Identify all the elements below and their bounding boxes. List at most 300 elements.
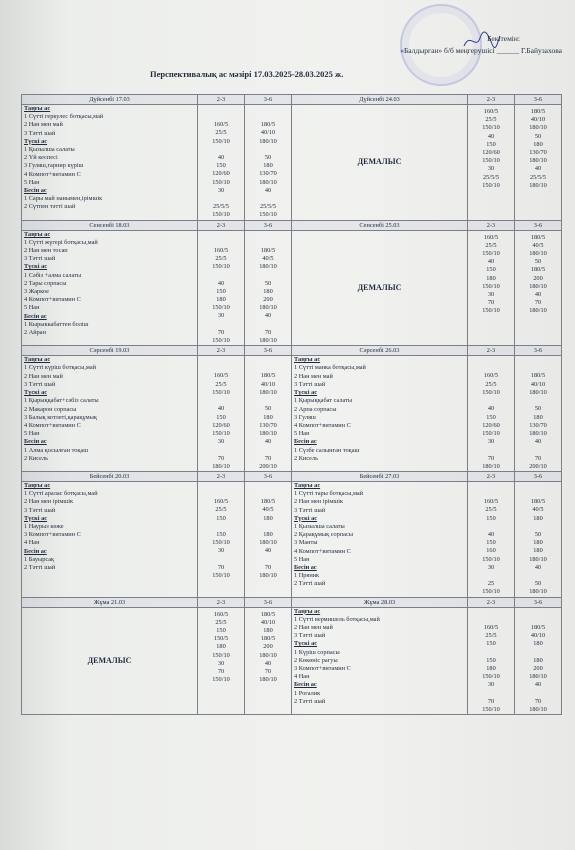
portion-value: 160	[486, 547, 496, 555]
portion-value: 40/10	[530, 380, 546, 388]
portion-value	[200, 195, 242, 203]
portion-value: 180	[533, 539, 543, 547]
portion-value: 180/10	[529, 181, 547, 189]
portion-2-3	[198, 481, 245, 597]
portion-2-3	[468, 607, 515, 714]
portion-3-6	[515, 230, 562, 346]
portion-value: 180	[486, 274, 496, 282]
day-menu-row	[22, 230, 562, 346]
portion-value	[200, 397, 242, 405]
meal-heading: Бесін ас	[24, 547, 47, 555]
meal-heading: Түскі ас	[294, 640, 318, 648]
portion-value: 180/10	[259, 676, 277, 684]
portion-value: 40/10	[260, 129, 276, 137]
age-col-header: 3-6	[515, 597, 562, 607]
portion-value: 50	[534, 405, 542, 413]
portion-value: 25/5	[215, 506, 227, 514]
portion-value: 150/10	[482, 181, 500, 189]
portion-value: 40	[264, 659, 272, 667]
portion-value: 120/60	[212, 170, 230, 178]
portion-value: 40	[487, 405, 495, 413]
portion-value: 30	[487, 681, 495, 689]
dish-name: 3 Манты	[294, 539, 318, 547]
dish-name: 2 Кисель	[294, 454, 318, 462]
portion-value	[470, 648, 512, 656]
portion-value: 150	[216, 626, 226, 634]
day-off-cell: ДЕМАЛЫС	[22, 607, 198, 714]
portion-3-6	[245, 607, 292, 714]
portion-value: 180/5	[260, 610, 276, 618]
dish-name: 3 Тәтті шай	[24, 380, 56, 388]
dish-name: 5 Нан	[24, 304, 40, 312]
portion-value	[247, 271, 289, 279]
dish-list	[292, 481, 468, 597]
portion-value: 150/10	[482, 672, 500, 680]
portion-value: 70	[534, 299, 542, 307]
portion-value: 180/10	[259, 137, 277, 145]
portion-value: 200/10	[529, 462, 547, 470]
portion-value: 180/10	[259, 178, 277, 186]
portion-value	[247, 321, 289, 329]
portion-value: 150/10	[482, 705, 500, 713]
portion-value: 180	[533, 640, 543, 648]
portion-value	[200, 364, 242, 372]
meal-heading: Түскі ас	[294, 514, 318, 522]
portion-value: 30	[217, 438, 225, 446]
portion-value	[200, 271, 242, 279]
dish-list	[22, 230, 198, 346]
portion-value: 180/10	[529, 388, 547, 396]
portion-value: 50	[534, 580, 542, 588]
portion-value: 180/10	[529, 588, 547, 596]
day-title: Бейсенбі 20.03	[22, 471, 198, 481]
portion-value	[470, 572, 512, 580]
portion-value: 180/5	[260, 498, 276, 506]
dish-name: 2 Сүтпен тәтті шай	[24, 203, 76, 211]
portion-2-3	[198, 230, 245, 346]
day-title: Сенсенбі 25.03	[292, 220, 468, 230]
dish-name: 1 Қызылша салаты	[24, 146, 75, 154]
portion-value: 120/60	[482, 149, 500, 157]
meal-heading: Бесін ас	[24, 187, 47, 195]
portion-value: 40	[487, 132, 495, 140]
meal-heading: Таңғы ас	[294, 481, 321, 489]
dish-name: 1 Сүтті жүгері ботқасы,май	[24, 238, 98, 246]
portion-value: 180/10	[259, 304, 277, 312]
age-col-header: 3-6	[245, 220, 292, 230]
portion-value: 40/10	[530, 631, 546, 639]
dish-name: 4 Компот+витамин С	[24, 421, 81, 429]
day-header-row	[22, 471, 562, 481]
portion-value: 150/10	[212, 651, 230, 659]
portion-value: 150	[216, 287, 226, 295]
portion-value: 150	[486, 266, 496, 274]
portion-value: 150/10	[482, 124, 500, 132]
portion-value: 30	[217, 659, 225, 667]
portion-value: 200	[533, 664, 543, 672]
portion-value: 120/60	[212, 421, 230, 429]
portion-3-6	[245, 230, 292, 346]
portion-value: 50	[264, 154, 272, 162]
portion-value: 40	[534, 291, 542, 299]
portion-value: 30	[487, 165, 495, 173]
portion-value: 180	[533, 413, 543, 421]
portion-value	[470, 689, 512, 697]
age-col-header: 3-6	[515, 95, 562, 105]
portion-value: 30	[487, 438, 495, 446]
portion-value: 70	[217, 667, 225, 675]
portion-value: 180	[486, 664, 496, 672]
portion-value: 40/5	[532, 241, 544, 249]
dish-name: 5 Нан	[24, 178, 40, 186]
portion-value: 150/10	[212, 137, 230, 145]
portion-value: 180/10	[482, 462, 500, 470]
portion-value: 150/10	[482, 388, 500, 396]
portion-value: 180/10	[259, 388, 277, 396]
meal-heading: Түскі ас	[24, 263, 48, 271]
portion-value	[517, 446, 559, 454]
portion-value: 180/10	[212, 462, 230, 470]
dish-name: 1 Сәбіз +алма салаты	[24, 271, 82, 279]
portion-value: 150/10	[482, 157, 500, 165]
portion-value: 25/5	[485, 241, 497, 249]
day-off-cell: ДЕМАЛЫС	[292, 105, 468, 221]
portion-value: 180	[533, 656, 543, 664]
portion-value	[247, 397, 289, 405]
dish-name: 1 Сүтті тары ботқасы,май	[294, 490, 364, 498]
portion-value: 150	[486, 413, 496, 421]
portion-2-3	[468, 481, 515, 597]
portion-value: 150	[486, 640, 496, 648]
portion-value: 180/10	[259, 539, 277, 547]
portion-value: 50	[534, 530, 542, 538]
portion-value	[517, 490, 559, 498]
meal-heading: Бесін ас	[24, 438, 47, 446]
portion-value	[247, 556, 289, 564]
portion-value: 130/70	[259, 170, 277, 178]
dish-name: 1 Кырыккабаттен болiш	[24, 320, 89, 328]
portion-value: 40	[534, 438, 542, 446]
portion-3-6	[515, 481, 562, 597]
portion-value	[247, 239, 289, 247]
dish-name: 1 Қырыққабат салаты	[294, 397, 353, 405]
dish-name: 2 Тәтті шай	[294, 580, 326, 588]
day-menu-row	[22, 105, 562, 221]
day-title: Сәрсенбі 19.03	[22, 346, 198, 356]
dish-name: 2 Нан мен тосап	[24, 247, 68, 255]
portion-value: 70	[534, 697, 542, 705]
day-title: Жұма 21.03	[22, 597, 198, 607]
day-title: Сенсенбі 18.03	[22, 220, 198, 230]
approver-line: «Балдырган» б/б меңгерушісі ______ Г.Байузахова	[400, 46, 562, 55]
day-header-row	[22, 95, 562, 105]
meal-heading: Бесін ас	[294, 438, 317, 446]
dish-name: 1 Қызылша салаты	[294, 522, 345, 530]
portion-value: 70	[534, 454, 542, 462]
portion-value: 180/5	[260, 121, 276, 129]
age-col-header: 2-3	[198, 597, 245, 607]
age-col-header: 2-3	[468, 95, 515, 105]
portion-value: 40	[487, 530, 495, 538]
portion-value: 180/10	[529, 555, 547, 563]
dish-list	[22, 481, 198, 597]
dish-name: 2 Қарақұмық сорпасы	[294, 531, 353, 539]
portion-value: 150/10	[212, 304, 230, 312]
portion-value: 120/60	[482, 421, 500, 429]
age-col-header: 2-3	[198, 95, 245, 105]
day-menu-row	[22, 481, 562, 597]
portion-value	[200, 113, 242, 121]
portion-3-6	[245, 356, 292, 472]
portion-value: 180/10	[529, 282, 547, 290]
dish-name: 1 Бауырсақ	[24, 555, 55, 563]
portion-value: 40/5	[262, 255, 274, 263]
portion-value: 25/5/5	[482, 173, 500, 181]
portion-value	[517, 364, 559, 372]
dish-name: 5 Нан	[294, 555, 310, 563]
portion-value: 200	[263, 296, 273, 304]
portion-value: 70	[264, 328, 272, 336]
portion-value	[200, 556, 242, 564]
meal-heading: Бесін ас	[24, 312, 47, 320]
portion-value: 40/5	[532, 506, 544, 514]
portion-value: 160/5	[483, 623, 499, 631]
dish-name: 3 Гуляш,гарнир күріш	[24, 162, 84, 170]
dish-name: 2 Нан мен май	[24, 121, 63, 129]
portion-value	[200, 523, 242, 531]
day-menu-row	[22, 607, 562, 714]
portion-value	[247, 523, 289, 531]
dish-name: 1 Алма қосылған тоқаш	[24, 446, 89, 454]
dish-name: 4 Компот+витамин С	[24, 296, 81, 304]
dish-name: 4 Компот+витамин С	[294, 421, 351, 429]
portion-value	[470, 490, 512, 498]
portion-value: 150/10	[212, 571, 230, 579]
portion-value: 150	[486, 140, 496, 148]
portion-value: 40/10	[260, 618, 276, 626]
portion-value: 180	[263, 287, 273, 295]
day-menu-row	[22, 356, 562, 472]
portion-value: 25/5	[215, 380, 227, 388]
portion-value: 30	[217, 312, 225, 320]
portion-value: 50	[534, 258, 542, 266]
portion-value: 200/10	[259, 462, 277, 470]
portion-value: 40	[534, 563, 542, 571]
dish-name: 1 Сүтті геркулес ботқасы,май	[24, 113, 104, 121]
portion-value: 30	[487, 291, 495, 299]
day-title: Сәрсенбі 26.03	[292, 346, 468, 356]
portion-value: 180/10	[529, 157, 547, 165]
day-header-row	[22, 220, 562, 230]
page-title: Перспективалық ас мәзірі 17.03.2025-28.03.2025 ж.	[150, 69, 344, 79]
portion-value: 150/10	[482, 555, 500, 563]
portion-value: 150/10	[212, 211, 230, 219]
dish-name: 4 Компот+витамин С	[24, 170, 81, 178]
portion-value: 40	[217, 279, 225, 287]
portion-value: 180/5	[530, 372, 546, 380]
portion-value	[517, 523, 559, 531]
portion-value: 160/5	[483, 372, 499, 380]
age-col-header: 3-6	[515, 220, 562, 230]
dish-name: 2 Нан мен май	[294, 623, 333, 631]
dish-name: 3 Компот+витамин С	[24, 531, 81, 539]
day-header-row	[22, 346, 562, 356]
portion-value: 150	[216, 530, 226, 538]
portion-value: 180/10	[259, 429, 277, 437]
portion-value: 180	[263, 530, 273, 538]
portion-value: 160/5	[213, 246, 229, 254]
portion-value: 180/5	[530, 498, 546, 506]
dish-name: 3 Тәтті шай	[294, 506, 326, 514]
portion-value	[247, 446, 289, 454]
meal-heading: Түскі ас	[294, 389, 318, 397]
portion-value: 180	[263, 626, 273, 634]
portion-value	[470, 397, 512, 405]
portion-value: 150	[216, 514, 226, 522]
portion-value: 180/10	[529, 672, 547, 680]
portion-value	[517, 648, 559, 656]
portion-value	[517, 616, 559, 624]
portion-value: 160/5	[213, 121, 229, 129]
portion-value	[470, 616, 512, 624]
portion-value: 25/5	[485, 506, 497, 514]
dish-list	[22, 356, 198, 472]
portion-value: 150	[486, 656, 496, 664]
portion-value: 180/10	[259, 651, 277, 659]
portion-value: 25	[487, 580, 495, 588]
portion-value: 160/5	[483, 108, 499, 115]
dish-name: 2 Тәтті шай	[294, 697, 326, 705]
portion-value: 150/10	[482, 282, 500, 290]
dish-name: 4 Нан	[24, 539, 40, 547]
portion-value: 160/5	[483, 233, 499, 241]
dish-name: 1 Сүзбе салынған тоқаш	[294, 446, 360, 454]
portion-value: 25/5/5	[529, 173, 547, 181]
dish-name: 2 Нан мен май	[24, 372, 63, 380]
portion-value: 130/70	[529, 421, 547, 429]
dish-name: 1 Сары май нанымен,ірімшік	[24, 195, 103, 203]
portion-value: 25/5	[215, 618, 227, 626]
portion-value: 180/10	[529, 250, 547, 258]
portion-2-3	[468, 356, 515, 472]
dish-name: 3 Тәтті шай	[24, 129, 56, 137]
dish-name: 4 Компот+витамин С	[294, 547, 351, 555]
age-col-header: 2-3	[198, 220, 245, 230]
portion-value: 180/5	[530, 233, 546, 241]
age-col-header: 3-6	[515, 471, 562, 481]
portion-value: 180/10	[529, 124, 547, 132]
portion-2-3	[468, 230, 515, 346]
portion-2-3	[198, 105, 245, 221]
portion-value: 70	[487, 697, 495, 705]
portion-value: 180/5	[530, 108, 546, 115]
portion-value: 150/10	[259, 211, 277, 219]
portion-value: 40/10	[530, 116, 546, 124]
age-col-header: 2-3	[198, 346, 245, 356]
portion-value: 150/5	[213, 635, 229, 643]
portion-value: 25/5	[215, 255, 227, 263]
dish-name: 2 Айран	[24, 329, 46, 337]
portion-value	[470, 446, 512, 454]
dish-name: 3 Жаркое	[24, 288, 49, 296]
meal-heading: Таңғы ас	[294, 356, 321, 364]
portion-value: 70	[264, 667, 272, 675]
portion-value: 180/10	[529, 705, 547, 713]
approval-label: Бекітемін:	[487, 34, 520, 43]
portion-value: 25/5/5	[259, 203, 277, 211]
meal-heading: Таңғы ас	[24, 356, 51, 364]
portion-value: 180/10	[259, 337, 277, 345]
dish-name: 3 Тәтті шай	[294, 380, 326, 388]
portion-value: 160/5	[483, 498, 499, 506]
portion-value: 150/10	[212, 178, 230, 186]
portion-value	[200, 239, 242, 247]
dish-name: 5 Нан	[294, 430, 310, 438]
portion-value: 70	[217, 454, 225, 462]
portion-value: 150/10	[212, 676, 230, 684]
portion-value	[200, 490, 242, 498]
portion-value: 180/5	[260, 635, 276, 643]
portion-value: 40	[264, 186, 272, 194]
portion-value	[247, 195, 289, 203]
portion-value: 150	[486, 514, 496, 522]
portion-value: 160/5	[213, 498, 229, 506]
dish-list	[292, 607, 468, 714]
portion-value: 180/5	[260, 246, 276, 254]
dish-name: 1 Пряник	[294, 572, 320, 580]
dish-name: 1 Наурыз көже	[24, 522, 64, 530]
dish-name: 3 Тәтті шай	[294, 632, 326, 640]
portion-value: 130/70	[259, 421, 277, 429]
portion-value: 40	[264, 547, 272, 555]
portion-value: 200	[263, 643, 273, 651]
portion-value: 70	[217, 328, 225, 336]
portion-value: 40	[534, 165, 542, 173]
portion-value: 150/10	[212, 263, 230, 271]
portion-value	[200, 446, 242, 454]
dish-name: 2 Арпа сорпасы	[294, 405, 337, 413]
dish-name: 3 Тәтті шай	[24, 255, 56, 263]
portion-value	[517, 397, 559, 405]
portion-value: 70	[264, 563, 272, 571]
portion-value: 40	[534, 681, 542, 689]
portion-value: 180/10	[259, 571, 277, 579]
portion-value: 180	[216, 296, 226, 304]
portion-value: 40	[487, 258, 495, 266]
age-col-header: 3-6	[245, 95, 292, 105]
portion-value: 180/5	[530, 623, 546, 631]
dish-name: 1 Күріш сорпасы	[294, 648, 340, 656]
portion-value: 180	[216, 643, 226, 651]
meal-heading: Таңғы ас	[24, 105, 51, 112]
day-header-row	[22, 597, 562, 607]
meal-heading: Таңғы ас	[24, 230, 51, 238]
portion-value: 70	[487, 299, 495, 307]
age-col-header: 2-3	[198, 471, 245, 481]
portion-value: 180/10	[529, 307, 547, 315]
portion-3-6	[515, 607, 562, 714]
portion-value: 180	[533, 140, 543, 148]
portion-3-6	[515, 105, 562, 221]
portion-value: 150	[486, 539, 496, 547]
day-title: Дүйсенбі 24.03	[292, 95, 468, 105]
portion-value: 30	[217, 547, 225, 555]
portion-value: 180	[263, 514, 273, 522]
age-col-header: 2-3	[468, 597, 515, 607]
dish-name: 2 Макарон сорпасы	[24, 405, 77, 413]
portion-2-3	[198, 356, 245, 472]
portion-value: 180/10	[529, 429, 547, 437]
